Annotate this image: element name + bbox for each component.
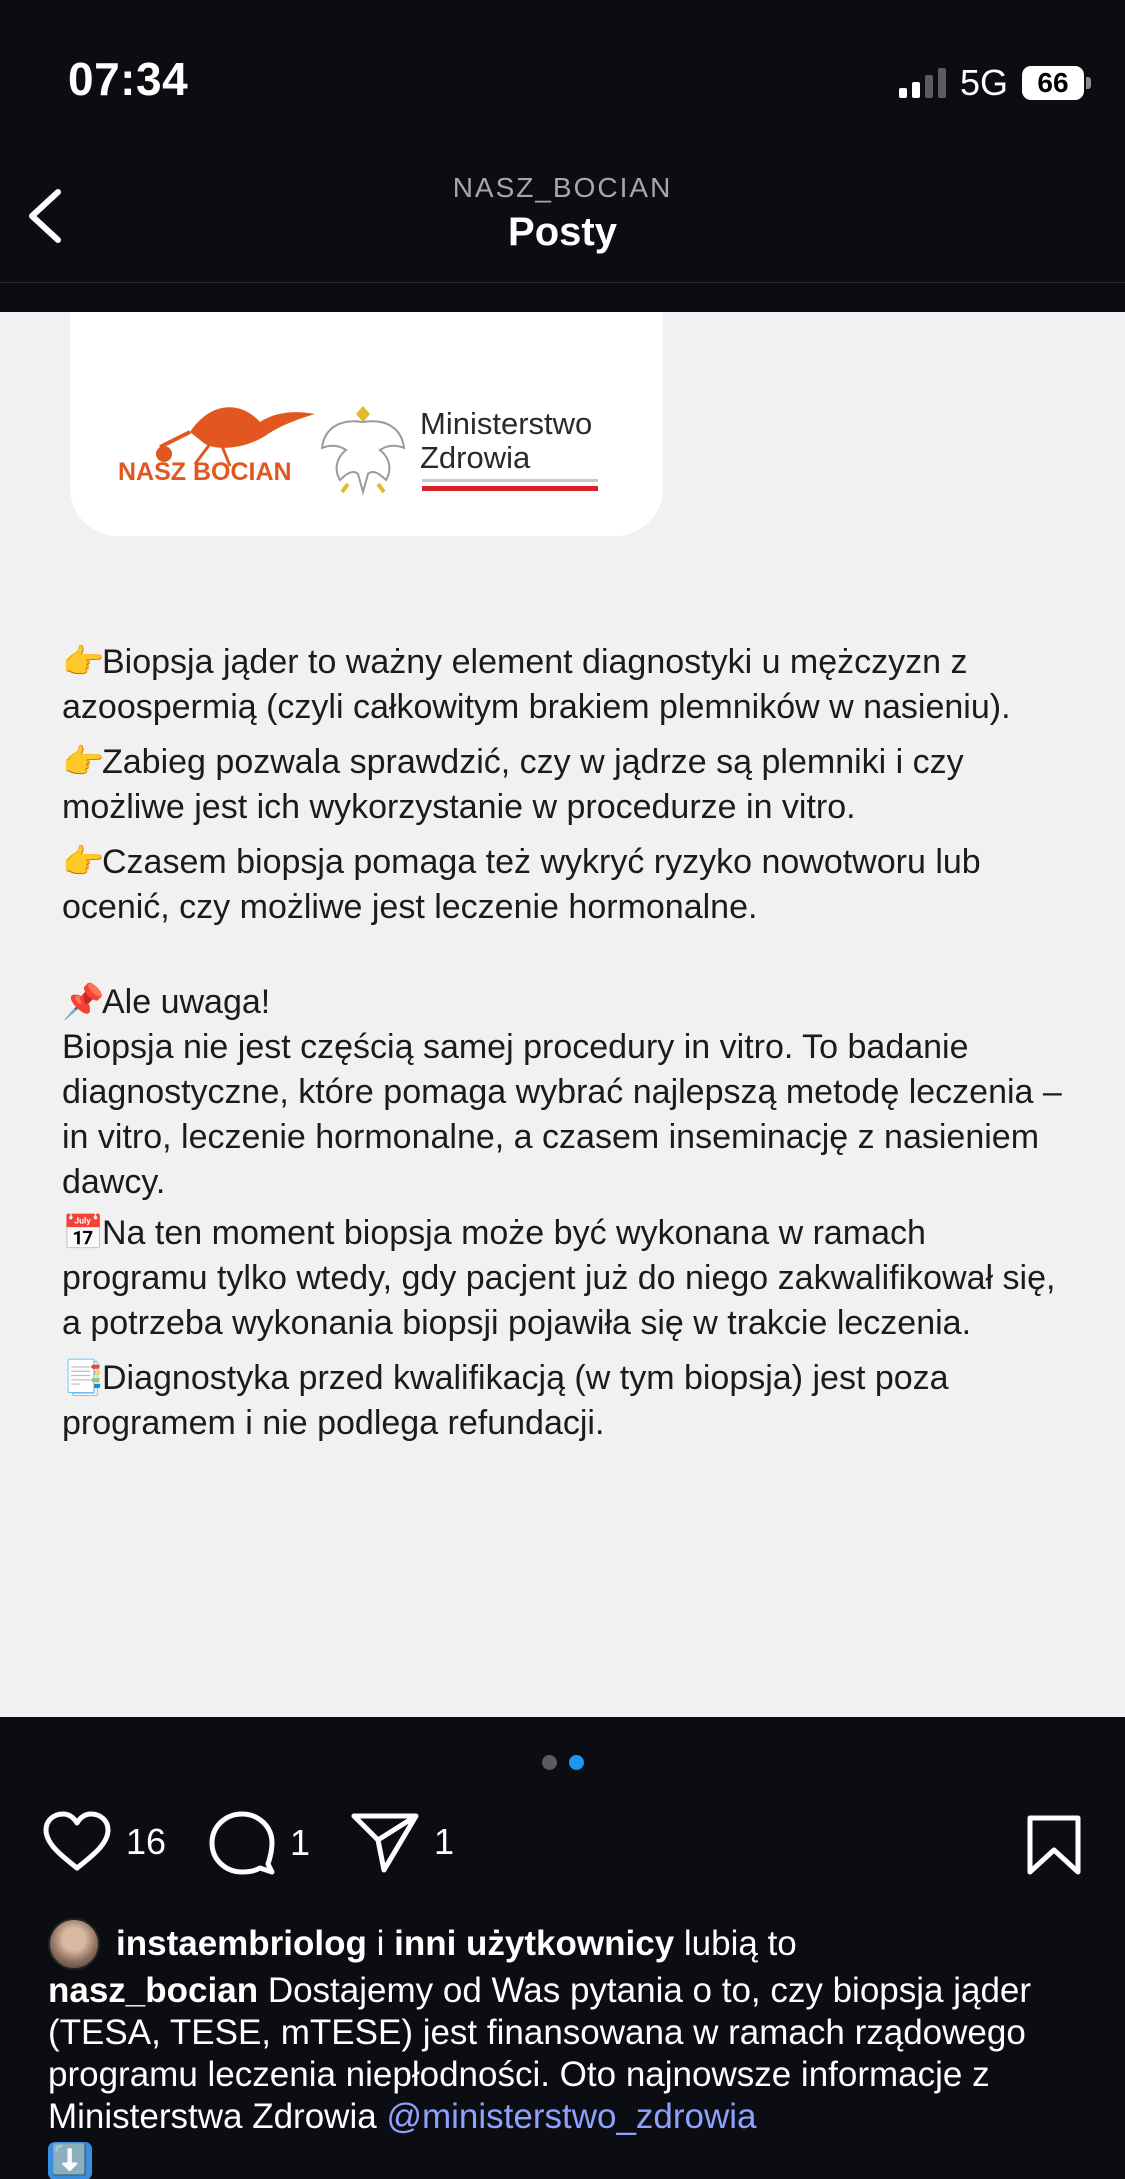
status-indicators [899,62,1091,104]
post-caption [48,1970,1088,2179]
comments-count: 1 [290,1822,311,1863]
likes-count: 16 [126,1821,167,1862]
pointing-hand-icon: 👉 [62,743,105,781]
image-paragraph: 👉Biopsja jąder to ważny element diagnostyki u mężczyzn z azoospermią (czyli całkowitym brakiem plemników w nasieniu). [62,640,1072,730]
signal-icon [899,68,946,98]
image-paragraph: Biopsja nie jest częścią samej procedury in vitro. To badanie diagnostyczne, które pomaga wybrać najlepszą metodę leczenia – in vitro, leczenie hormonalne, a czasem inseminację z nasieniem dawcy. [62,1028,1062,1201]
liker-username[interactable]: instaembriolog [116,1924,367,1963]
share-icon[interactable] [350,1810,420,1874]
caption-text: Dostajemy od Was pytania o to, czy biopsja jąder (TESA, TESE, mTESE) jest finansowana w ramach rządowego programu leczenia niepłodności. Oto najnowsze informacje z Ministerstwa Zdrowia [48,1971,1032,2136]
image-paragraph: 📑Diagnostyka przed kwalifikacją (w tym biopsja) jest poza programem i nie podlega refundacji. [62,1356,1072,1446]
logo-stripe-red [422,486,598,491]
post-image-text [62,640,1072,1460]
like-action[interactable] [42,1810,166,1874]
logo-stripe-grey [422,479,598,482]
image-paragraph: 👉Zabieg pozwala sprawdzić, czy w jądrze są plemniki i czy możliwe jest ich wykorzystanie w procedurze in vitro. [62,740,1072,830]
pointing-hand-icon: 👉 [62,843,105,881]
heart-icon[interactable] [42,1810,112,1874]
shares-count: 1 [434,1821,455,1862]
down-arrow-icon: ⬇️ [48,2142,92,2179]
nasz-bocian-logo-text: NASZ BOCIAN [118,458,292,486]
pointing-hand-icon: 👉 [62,643,105,681]
image-paragraph: 📅Na ten moment biopsja może być wykonana w ramach programu tylko wtedy, gdy pacjent już do niego zakwalifikował się, a potrzeba wykonania biopsji pojawiła się w trakcie leczenia. [62,1211,1072,1346]
carousel-indicator [0,1755,1125,1770]
status-time: 07:34 [68,53,189,105]
image-paragraph: 📌Ale uwaga! [62,980,1072,1025]
caption-mention[interactable]: @ministerstwo_zdrowia [386,2097,757,2136]
share-action[interactable] [350,1810,454,1874]
caption-author[interactable]: nasz_bocian [48,1971,259,2010]
post-image[interactable] [0,312,1125,1717]
post-actions [42,1810,1082,1880]
liker-others[interactable]: inni użytkownicy [394,1924,675,1963]
header-username[interactable]: NASZ_BOCIAN [452,172,673,203]
network-type: 5G [959,62,1008,103]
battery-level: 66 [1022,66,1084,100]
carousel-dot-active [569,1755,584,1770]
carousel-dot [542,1755,557,1770]
avatar[interactable] [48,1918,100,1970]
image-paragraph: 👉Czasem biopsja pomaga też wykryć ryzyko nowotworu lub ocenić, czy możliwe jest leczenie hormonalne. [62,840,1072,930]
pushpin-icon: 📌 [62,983,105,1021]
header-divider [0,282,1125,283]
battery-icon [1022,66,1091,100]
logo-card [70,312,663,536]
ministerstwo-logo-text: Ministerstwo Zdrowia [420,406,593,475]
calendar-icon: 📅 [62,1214,105,1252]
eagle-emblem-icon [318,400,408,496]
page-title: Posty [508,210,617,254]
liked-by-line[interactable]: instaembriolog i inni użytkownicy lubią to [48,1918,797,1970]
comment-icon[interactable] [208,1810,276,1876]
bookmark-icon[interactable] [1026,1814,1082,1876]
comment-action[interactable] [208,1810,310,1876]
document-icon: 📑 [62,1359,105,1397]
